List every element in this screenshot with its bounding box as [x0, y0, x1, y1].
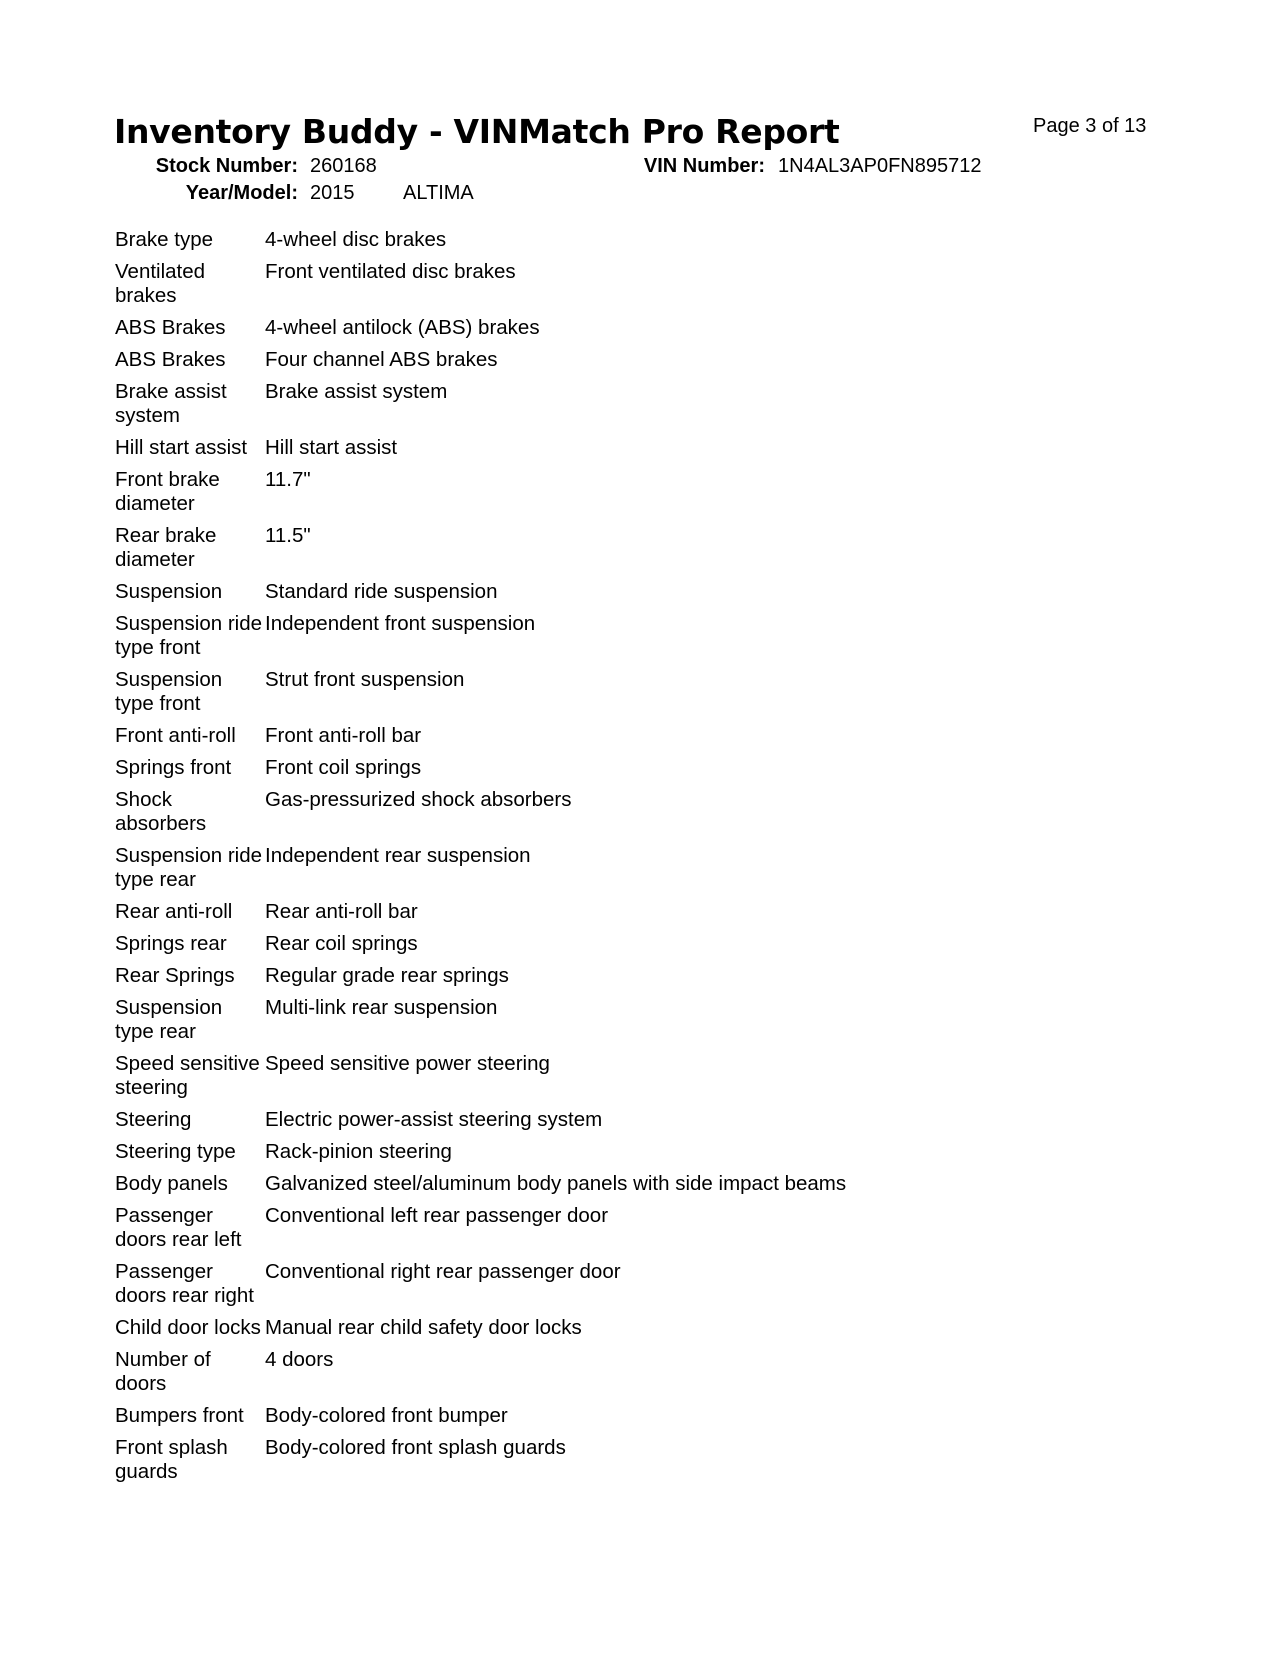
spec-label: Child door locks — [115, 1316, 261, 1339]
spec-value: Electric power-assist steering system — [265, 1108, 603, 1131]
spec-row — [115, 964, 1115, 996]
spec-label: Rear Springs — [115, 964, 235, 987]
spec-value: Front ventilated disc brakes — [265, 260, 516, 283]
stock-number-label: Stock Number: — [155, 155, 298, 177]
spec-label: Front anti-roll — [115, 724, 236, 747]
spec-label: Brake type — [115, 228, 213, 251]
spec-value: Rack-pinion steering — [265, 1140, 452, 1163]
spec-row — [115, 580, 1115, 612]
spec-label: Front splash guards — [115, 1436, 228, 1483]
spec-value: Conventional right rear passenger door — [265, 1260, 621, 1283]
spec-label: Suspension — [115, 580, 223, 603]
spec-row — [115, 756, 1115, 788]
spec-label: Number of doors — [115, 1348, 211, 1395]
spec-row — [115, 524, 1115, 580]
spec-row — [115, 228, 1115, 260]
spec-row — [115, 1172, 1115, 1204]
spec-row — [115, 724, 1115, 756]
spec-value: Gas-pressurized shock absorbers — [265, 788, 572, 811]
report-title: Inventory Buddy - VINMatch Pro Report — [114, 112, 840, 151]
spec-value: Speed sensitive power steering — [265, 1052, 550, 1075]
spec-row — [115, 1052, 1115, 1108]
spec-value: 4 doors — [265, 1348, 334, 1371]
spec-label: Brake assist system — [115, 380, 227, 427]
vin-number-label: VIN Number: — [643, 155, 765, 177]
spec-value: Manual rear child safety door locks — [265, 1316, 582, 1339]
spec-value: Conventional left rear passenger door — [265, 1204, 609, 1227]
model-value: ALTIMA — [403, 182, 474, 204]
spec-row — [115, 1108, 1115, 1140]
spec-row — [115, 436, 1115, 468]
stock-number-value: 260168 — [310, 155, 377, 177]
spec-value: Regular grade rear springs — [265, 964, 509, 987]
spec-label: Bumpers front — [115, 1404, 244, 1427]
spec-value: Rear anti-roll bar — [265, 900, 418, 923]
spec-label: Rear anti-roll — [115, 900, 233, 923]
spec-value: Independent front suspension — [265, 612, 536, 635]
spec-value: Galvanized steel/aluminum body panels with side impact beams — [265, 1172, 847, 1195]
spec-row — [115, 932, 1115, 964]
spec-value: Front anti-roll bar — [265, 724, 422, 747]
spec-value: Hill start assist — [265, 436, 398, 459]
spec-row — [115, 788, 1115, 844]
spec-value: 4-wheel antilock (ABS) brakes — [265, 316, 540, 339]
spec-label: Steering — [115, 1108, 192, 1131]
spec-value: Multi-link rear suspension — [265, 996, 498, 1019]
spec-value: 11.7" — [265, 468, 311, 491]
spec-label: ABS Brakes — [115, 316, 226, 339]
spec-value: Body-colored front bumper — [265, 1404, 508, 1427]
spec-value: Brake assist system — [265, 380, 448, 403]
spec-label: Passenger doors rear left — [115, 1204, 242, 1251]
spec-row — [115, 1316, 1115, 1348]
spec-row — [115, 1348, 1115, 1404]
page-number: Page 3 of 13 — [1033, 115, 1147, 137]
spec-row — [115, 1436, 1115, 1492]
spec-row — [115, 900, 1115, 932]
spec-label: Springs front — [115, 756, 232, 779]
spec-row — [115, 316, 1115, 348]
spec-label: Suspension type front — [115, 668, 223, 715]
spec-value: Independent rear suspension — [265, 844, 531, 867]
spec-label: Rear brake diameter — [115, 524, 217, 571]
spec-value: Front coil springs — [265, 756, 422, 779]
spec-table — [115, 228, 1115, 1492]
spec-row — [115, 668, 1115, 724]
spec-label: Suspension ride type front — [115, 612, 263, 659]
spec-value: Strut front suspension — [265, 668, 465, 691]
spec-value: Standard ride suspension — [265, 580, 498, 603]
spec-value: 11.5" — [265, 524, 311, 547]
vin-number-value: 1N4AL3AP0FN895712 — [778, 155, 982, 177]
spec-row — [115, 612, 1115, 668]
spec-label: Passenger doors rear right — [115, 1260, 255, 1307]
spec-label: Ventilated brakes — [115, 260, 206, 307]
spec-label: Body panels — [115, 1172, 228, 1195]
spec-row — [115, 1204, 1115, 1260]
spec-value: Four channel ABS brakes — [265, 348, 498, 371]
spec-row — [115, 996, 1115, 1052]
spec-label: Suspension ride type rear — [115, 844, 263, 891]
year-model-label: Year/Model: — [185, 182, 298, 204]
year-value: 2015 — [310, 182, 355, 204]
spec-label: Speed sensitive steering — [115, 1052, 260, 1099]
spec-label: Shock absorbers — [115, 788, 207, 835]
spec-value: 4-wheel disc brakes — [265, 228, 447, 251]
spec-label: Steering type — [115, 1140, 236, 1163]
spec-label: ABS Brakes — [115, 348, 226, 371]
spec-label: Springs rear — [115, 932, 227, 955]
spec-label: Suspension type rear — [115, 996, 223, 1043]
spec-row — [115, 1404, 1115, 1436]
spec-row — [115, 468, 1115, 524]
spec-value: Body-colored front splash guards — [265, 1436, 566, 1459]
spec-row — [115, 1260, 1115, 1316]
spec-label: Hill start assist — [115, 436, 248, 459]
spec-value: Rear coil springs — [265, 932, 418, 955]
spec-row — [115, 1140, 1115, 1172]
spec-row — [115, 260, 1115, 316]
spec-row — [115, 380, 1115, 436]
spec-row — [115, 844, 1115, 900]
spec-row — [115, 348, 1115, 380]
spec-label: Front brake diameter — [115, 468, 220, 515]
